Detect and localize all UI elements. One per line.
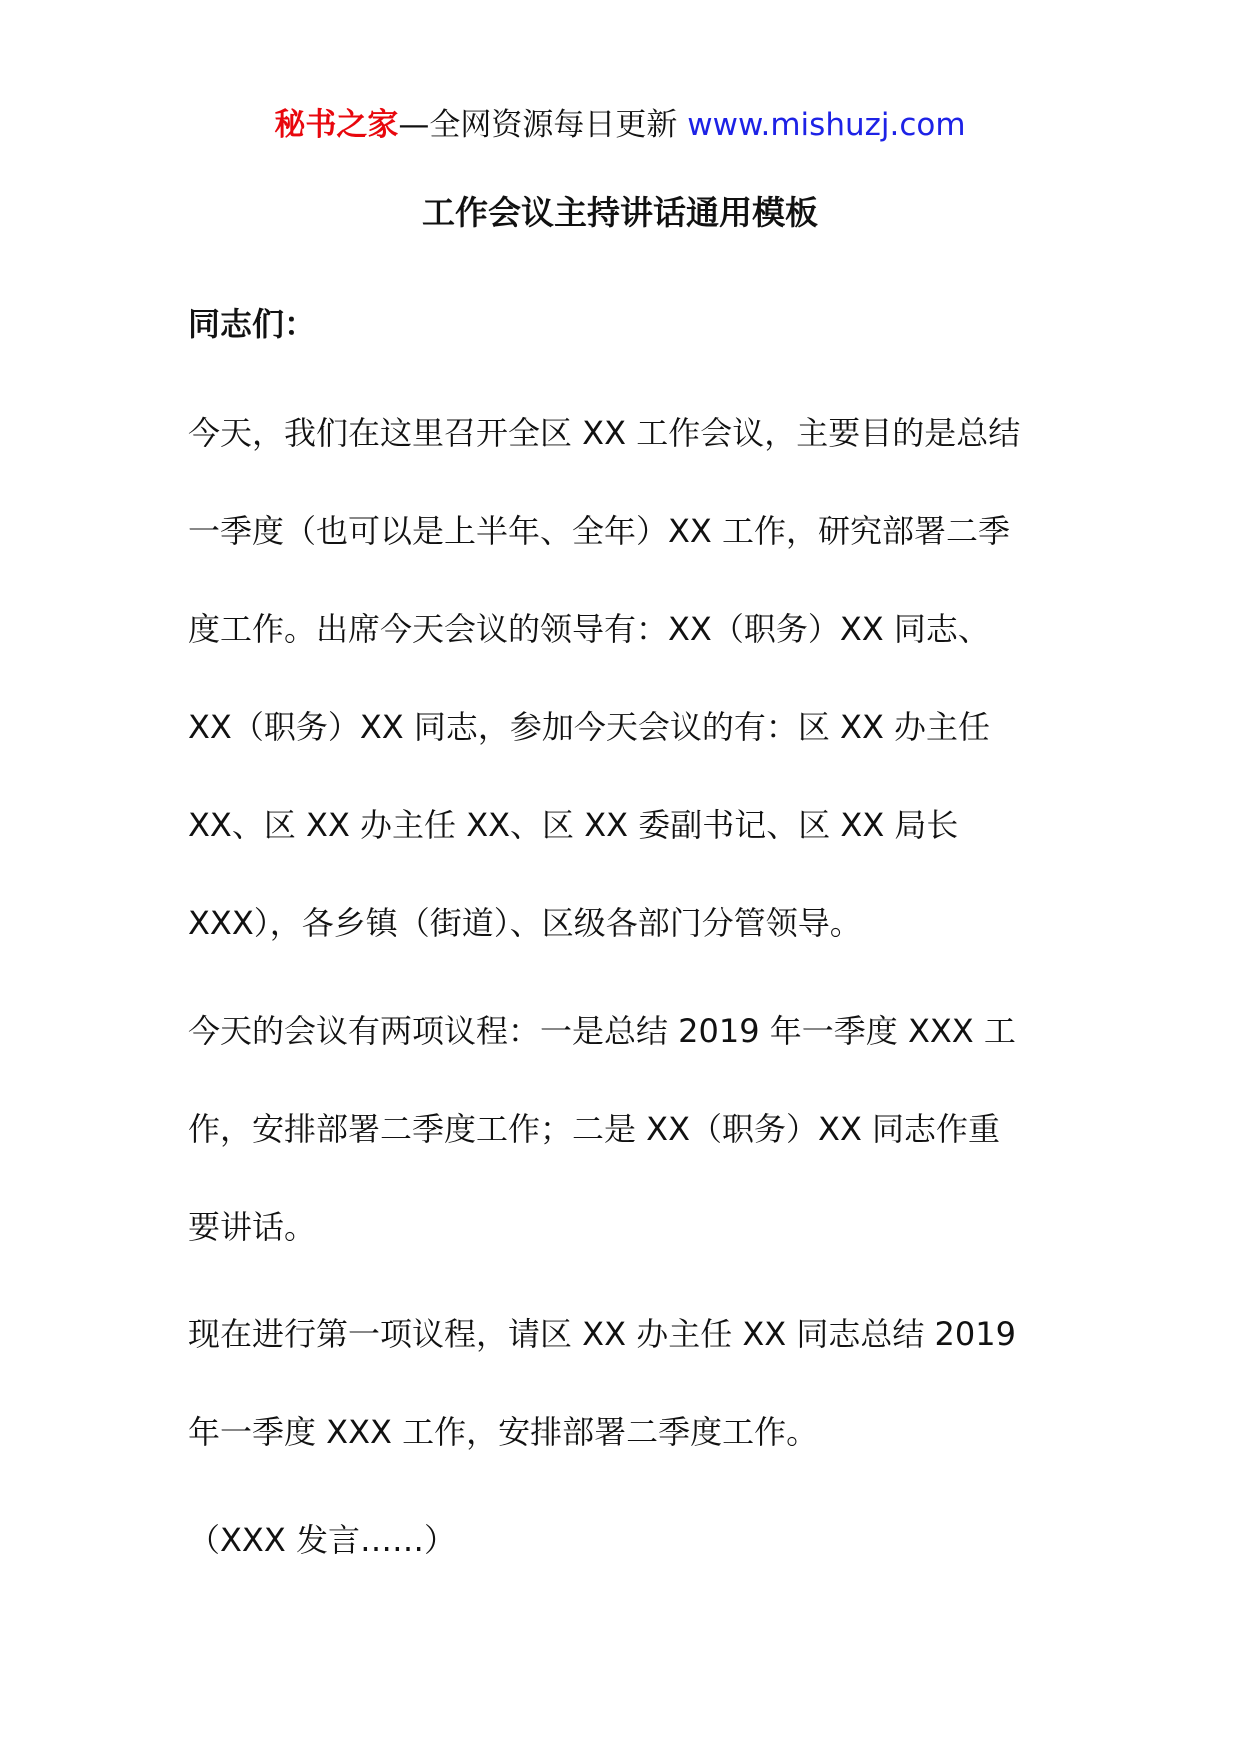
text-line: （XXX 发言……） bbox=[188, 1521, 456, 1559]
text-line: 要讲话。 bbox=[188, 1208, 317, 1246]
text-line: 度工作。出席今天会议的领导有：XX（职务）XX 同志、 bbox=[188, 610, 990, 648]
header-slogan: —全网资源每日更新 bbox=[398, 107, 678, 143]
text-line: XX、区 XX 办主任 XX、区 XX 委副书记、区 XX 局长 bbox=[188, 806, 959, 844]
paragraph-speech-note bbox=[188, 1491, 1068, 1589]
text-line: 今天，我们在这里召开全区 XX 工作会议，主要目的是总结 bbox=[188, 414, 1021, 452]
site-url-link[interactable]: www.mishuzj.com bbox=[687, 107, 966, 143]
site-header bbox=[0, 98, 1240, 152]
brand-name: 秘书之家 bbox=[274, 107, 399, 143]
text-line: 年一季度 XXX 工作，安排部署二季度工作。 bbox=[188, 1413, 819, 1451]
text-line: 一季度（也可以是上半年、全年）XX 工作，研究部署二季 bbox=[188, 512, 1011, 550]
text-line: 今天的会议有两项议程：一是总结 2019 年一季度 XXX 工 bbox=[188, 1012, 1016, 1050]
paragraph-opening bbox=[188, 384, 1068, 972]
salutation: 同志们： bbox=[188, 305, 317, 343]
text-line: 作，安排部署二季度工作；二是 XX（职务）XX 同志作重 bbox=[188, 1110, 1001, 1148]
paragraph-agenda bbox=[188, 982, 1068, 1276]
document-title: 工作会议主持讲话通用模板 bbox=[422, 193, 818, 232]
paragraph-first-item bbox=[188, 1285, 1068, 1481]
text-line: XX（职务）XX 同志，参加今天会议的有：区 XX 办主任 bbox=[188, 708, 991, 746]
text-line: XXX），各乡镇（街道）、区级各部门分管领导。 bbox=[188, 904, 862, 942]
text-line: 现在进行第一项议程，请区 XX 办主任 XX 同志总结 2019 bbox=[188, 1315, 1016, 1353]
